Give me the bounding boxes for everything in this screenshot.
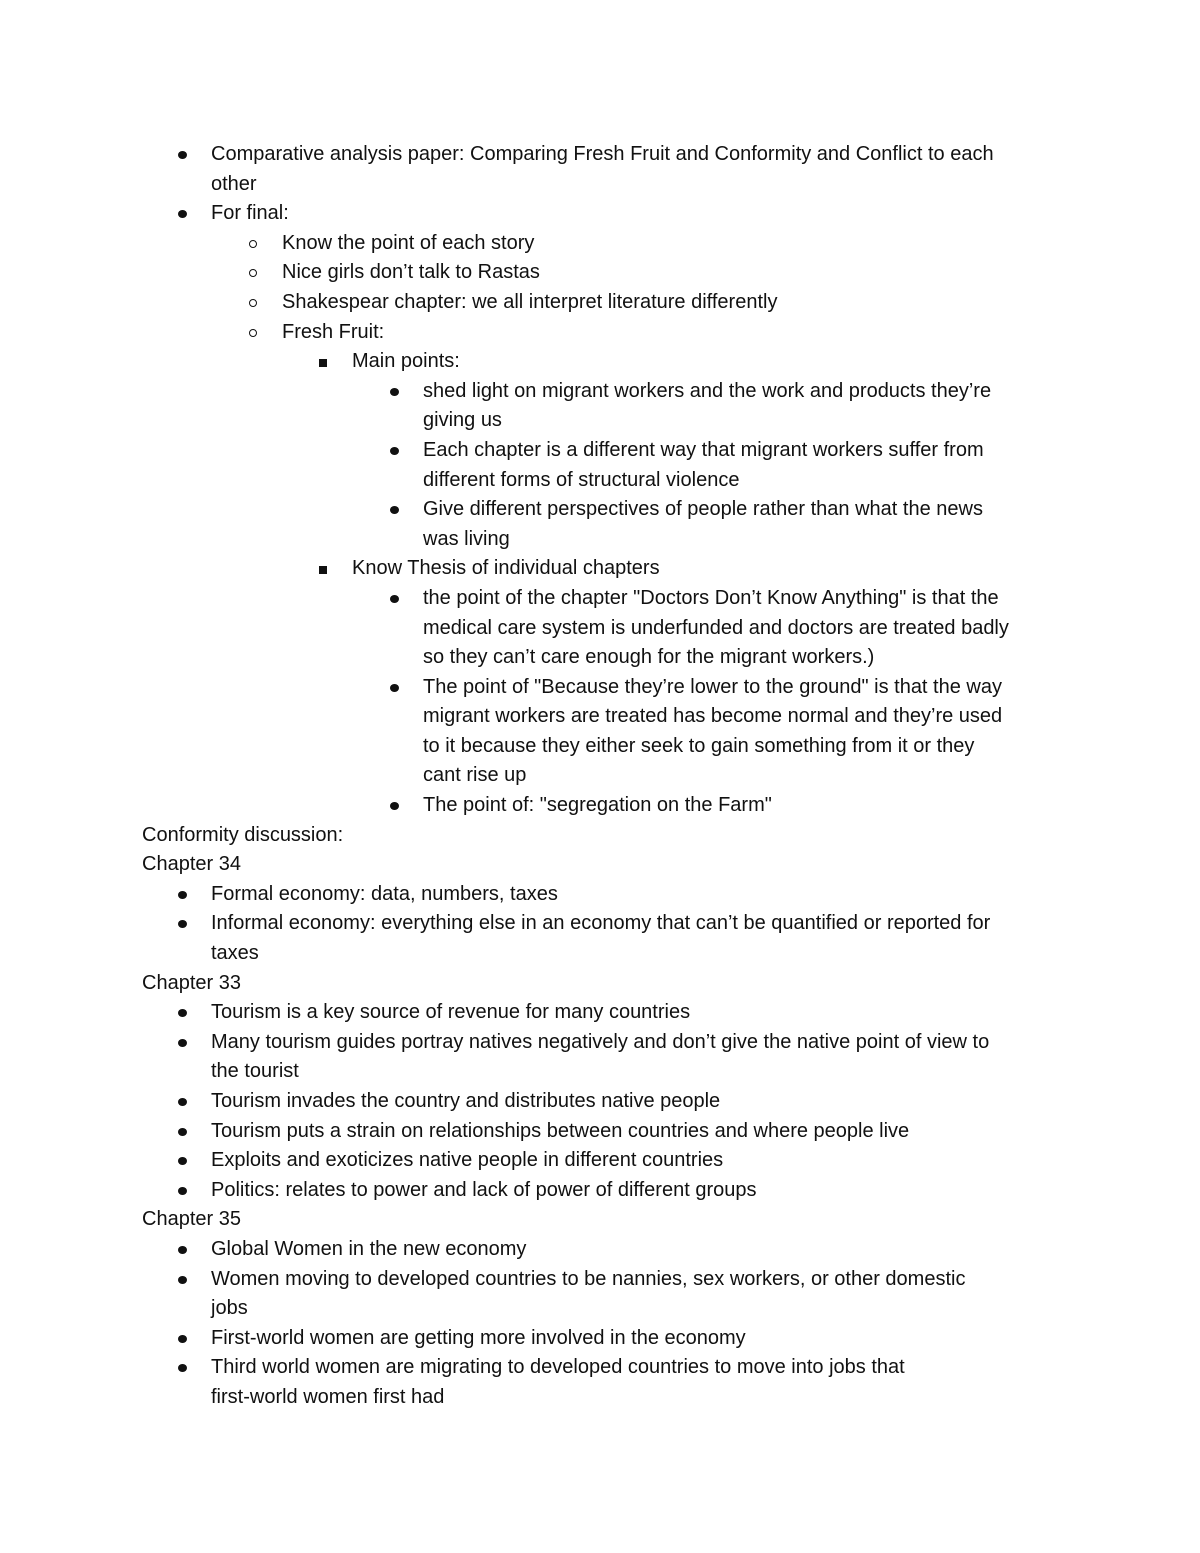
line-text: Nice girls don’t talk to Rastas bbox=[282, 261, 540, 284]
bullet-disc-icon bbox=[174, 880, 194, 910]
line-text: other bbox=[211, 172, 257, 195]
list-item-line bbox=[0, 1176, 1200, 1206]
bullet-disc-icon bbox=[174, 1117, 194, 1147]
line-text: Chapter 33 bbox=[142, 971, 241, 994]
line-text: Tourism is a key source of revenue for many countries bbox=[211, 1001, 691, 1024]
list-item-line bbox=[0, 761, 1200, 791]
bullet-disc-icon bbox=[174, 909, 194, 939]
line-text: medical care system is underfunded and doctors are treated badly bbox=[423, 616, 1009, 639]
section-heading-line bbox=[0, 969, 1200, 999]
bullet-disc-icon bbox=[386, 377, 406, 407]
line-text: Main points: bbox=[352, 350, 460, 373]
bullet-disc-icon bbox=[174, 1146, 194, 1176]
list-item-line bbox=[0, 406, 1200, 436]
list-item-line bbox=[0, 1146, 1200, 1176]
list-item-line bbox=[0, 702, 1200, 732]
bullet-circle-icon bbox=[245, 229, 265, 259]
list-item-line bbox=[0, 939, 1200, 969]
bullet-circle-icon bbox=[245, 288, 265, 318]
bullet-disc-icon bbox=[174, 140, 194, 170]
line-text: Know the point of each story bbox=[282, 231, 535, 254]
list-item-line bbox=[0, 673, 1200, 703]
list-item-line bbox=[0, 1294, 1200, 1324]
line-text: migrant workers are treated has become normal and they’re used bbox=[423, 705, 1003, 728]
line-text: The point of: "segregation on the Farm" bbox=[423, 794, 772, 817]
bullet-disc-icon bbox=[174, 1235, 194, 1265]
bullet-square-icon bbox=[315, 347, 335, 377]
document-page bbox=[0, 140, 1200, 1413]
list-item-line bbox=[0, 199, 1200, 229]
line-text: Tourism puts a strain on relationships between countries and where people live bbox=[211, 1119, 910, 1142]
line-text: Exploits and exoticizes native people in different countries bbox=[211, 1149, 724, 1172]
line-text: Give different perspectives of people rather than what the news bbox=[423, 498, 983, 521]
list-item-line bbox=[0, 614, 1200, 644]
line-text: Third world women are migrating to developed countries to move into jobs that bbox=[211, 1356, 905, 1379]
line-text: giving us bbox=[423, 409, 502, 432]
bullet-circle-icon bbox=[245, 258, 265, 288]
list-item-line bbox=[0, 1324, 1200, 1354]
list-item-line bbox=[0, 998, 1200, 1028]
line-text: taxes bbox=[211, 942, 259, 965]
bullet-disc-icon bbox=[174, 199, 194, 229]
line-text: first-world women first had bbox=[211, 1385, 445, 1408]
line-text: shed light on migrant workers and the work and products they’re bbox=[423, 379, 992, 402]
line-text: Chapter 35 bbox=[142, 1208, 241, 1231]
list-item-line bbox=[0, 791, 1200, 821]
line-text: Global Women in the new economy bbox=[211, 1237, 527, 1260]
bullet-disc-icon bbox=[386, 673, 406, 703]
list-item-line bbox=[0, 229, 1200, 259]
list-item-line bbox=[0, 170, 1200, 200]
line-text: Conformity discussion: bbox=[142, 823, 344, 846]
list-item-line bbox=[0, 318, 1200, 348]
list-item-line bbox=[0, 288, 1200, 318]
line-text: to it because they either seek to gain something from it or they bbox=[423, 734, 975, 757]
bullet-disc-icon bbox=[174, 1265, 194, 1295]
line-text: the point of the chapter "Doctors Don’t Know Anything" is that the bbox=[423, 586, 999, 609]
list-item-line bbox=[0, 1383, 1200, 1413]
section-heading-line bbox=[0, 821, 1200, 851]
list-item-line bbox=[0, 495, 1200, 525]
list-item-line bbox=[0, 1235, 1200, 1265]
bullet-disc-icon bbox=[174, 998, 194, 1028]
list-item-line bbox=[0, 880, 1200, 910]
line-text: so they can’t care enough for the migrant workers.) bbox=[423, 646, 875, 669]
list-item-line bbox=[0, 436, 1200, 466]
line-text: Formal economy: data, numbers, taxes bbox=[211, 882, 558, 905]
list-item-line bbox=[0, 466, 1200, 496]
list-item-line bbox=[0, 1057, 1200, 1087]
line-text: Fresh Fruit: bbox=[282, 320, 385, 343]
section-heading-line bbox=[0, 1205, 1200, 1235]
bullet-circle-icon bbox=[245, 318, 265, 348]
bullet-disc-icon bbox=[386, 584, 406, 614]
bullet-disc-icon bbox=[174, 1176, 194, 1206]
line-text: First-world women are getting more involved in the economy bbox=[211, 1326, 746, 1349]
section-heading-line bbox=[0, 850, 1200, 880]
list-item-line bbox=[0, 584, 1200, 614]
bullet-disc-icon bbox=[174, 1324, 194, 1354]
bullet-disc-icon bbox=[174, 1353, 194, 1383]
list-item-line bbox=[0, 525, 1200, 555]
line-text: The point of "Because they’re lower to the ground" is that the way bbox=[423, 675, 1002, 698]
line-text: jobs bbox=[211, 1297, 248, 1320]
bullet-disc-icon bbox=[174, 1087, 194, 1117]
list-item-line bbox=[0, 377, 1200, 407]
list-item-line bbox=[0, 1353, 1200, 1383]
line-text: Tourism invades the country and distributes native people bbox=[211, 1090, 721, 1112]
bullet-disc-icon bbox=[174, 1028, 194, 1058]
line-text: Women moving to developed countries to be nannies, sex workers, or other domestic bbox=[211, 1267, 966, 1290]
list-item-line bbox=[0, 732, 1200, 762]
line-text: cant rise up bbox=[423, 764, 527, 787]
list-item-line bbox=[0, 1028, 1200, 1058]
line-text: Comparative analysis paper: Comparing Fresh Fruit and Conformity and Conflict to each bbox=[211, 143, 994, 165]
line-text: the tourist bbox=[211, 1060, 299, 1083]
list-item-line bbox=[0, 1117, 1200, 1147]
list-item-line bbox=[0, 643, 1200, 673]
line-text: Know Thesis of individual chapters bbox=[352, 557, 660, 580]
list-item-line bbox=[0, 140, 1200, 170]
line-text: For final: bbox=[211, 202, 289, 225]
line-text: Politics: relates to power and lack of power of different groups bbox=[211, 1178, 757, 1201]
line-text: Chapter 34 bbox=[142, 853, 241, 876]
line-text: Many tourism guides portray natives negatively and don’t give the native point of view to bbox=[211, 1030, 990, 1053]
list-item-line bbox=[0, 554, 1200, 584]
line-text: different forms of structural violence bbox=[423, 468, 740, 491]
list-item-line bbox=[0, 258, 1200, 288]
bullet-disc-icon bbox=[386, 436, 406, 466]
list-item-line bbox=[0, 909, 1200, 939]
line-text: Shakespear chapter: we all interpret literature differently bbox=[282, 290, 778, 313]
bullet-disc-icon bbox=[386, 791, 406, 821]
list-item-line bbox=[0, 347, 1200, 377]
bullet-disc-icon bbox=[386, 495, 406, 525]
line-text: was living bbox=[423, 527, 510, 550]
list-item-line bbox=[0, 1265, 1200, 1295]
line-text: Informal economy: everything else in an economy that can’t be quantified or reported for bbox=[211, 912, 991, 935]
list-item-line bbox=[0, 1087, 1200, 1117]
line-text: Each chapter is a different way that migrant workers suffer from bbox=[423, 438, 984, 461]
bullet-square-icon bbox=[315, 554, 335, 584]
